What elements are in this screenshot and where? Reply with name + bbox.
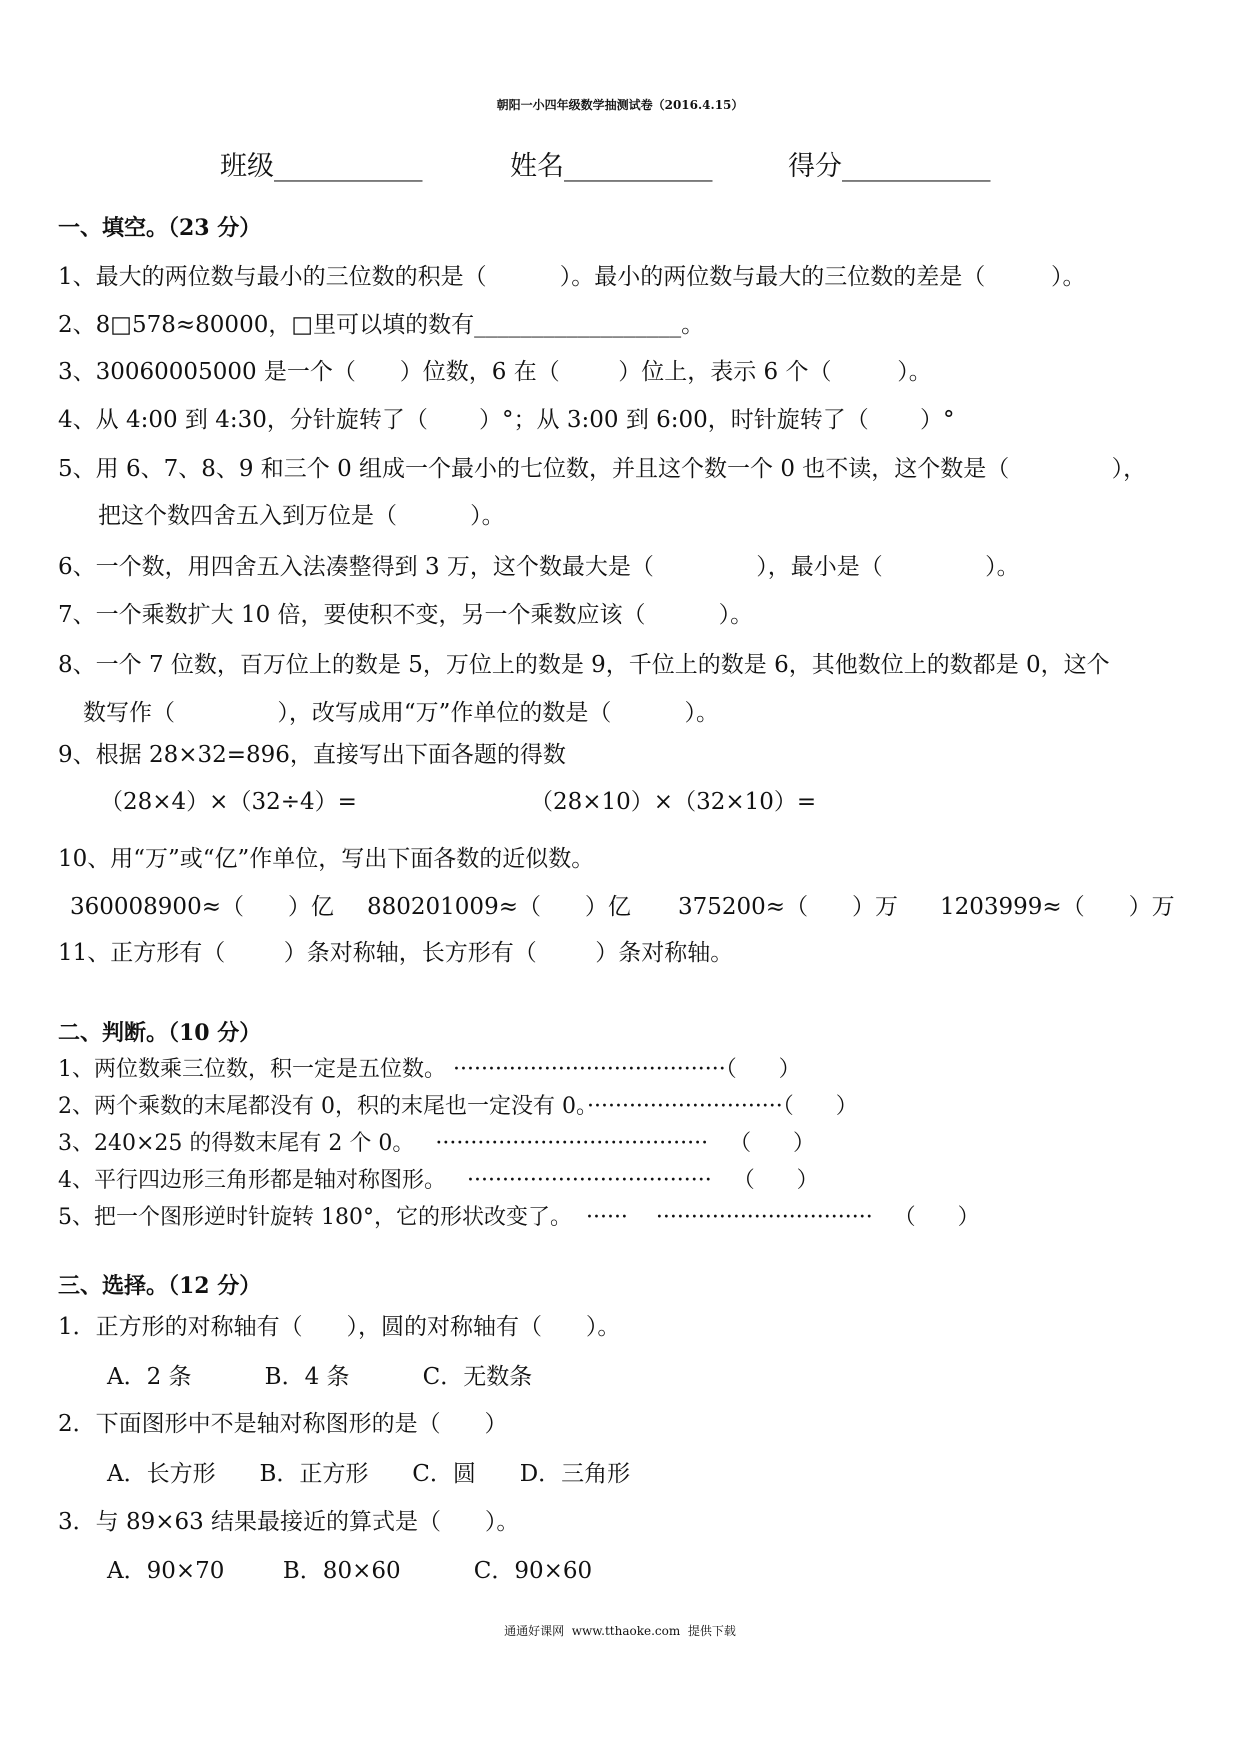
question-1-8-line2: 数写作（ ），改写成用“万”作单位的数是（ ）。 — [83, 700, 719, 726]
question-1-10-item3: 375200≈（ ）万 — [678, 894, 898, 920]
question-1-10-item2: 880201009≈（ ）亿 — [367, 894, 631, 920]
judgment-item-4: 4、平行四边形三角形都是轴对称图形。 ··································· （ ） — [58, 1168, 819, 1193]
question-1-4: 4、从 4:00 到 4:30，分针旋转了（ ）°；从 3:00 到 6:00，时针旋转了（ ）° — [58, 407, 955, 433]
question-1-10: 10、用“万”或“亿”作单位，写出下面各数的近似数。 — [58, 846, 595, 872]
question-1-5-line2: 把这个数四舍五入到万位是（ ）。 — [98, 503, 505, 529]
choice-question-2-options: A．长方形 B．正方形 C．圆 D．三角形 — [107, 1461, 631, 1487]
judgment-item-1: 1、两位数乘三位数，积一定是五位数。 ·······································（ ） — [58, 1057, 801, 1082]
class-field: 班级___________ — [220, 151, 423, 182]
question-1-1: 1、最大的两位数与最小的三位数的积是（ ）。最小的两位数与最大的三位数的差是（ ）。 — [58, 264, 1086, 290]
name-field: 姓名___________ — [510, 151, 713, 182]
question-1-9-a: （28×4）×（32÷4）= — [100, 789, 357, 815]
question-1-3: 3、30060005000 是一个（ ）位数，6 在（ ）位上，表示 6 个（ ）。 — [58, 359, 932, 385]
section-2-heading: 二、判断。（10 分） — [58, 1020, 262, 1046]
choice-question-1-options: A．2 条 B．4 条 C．无数条 — [107, 1364, 533, 1390]
question-1-9: 9、根据 28×32=896，直接写出下面各题的得数 — [58, 742, 566, 768]
question-1-10-item4: 1203999≈（ ）万 — [940, 894, 1175, 920]
score-field: 得分___________ — [788, 151, 991, 182]
judgment-item-2: 2、两个乘数的末尾都没有 0，积的末尾也一定没有 0。····························（ ） — [58, 1094, 858, 1119]
page-footer: 通通好课网 www.tthaoke.com 提供下载 — [504, 1624, 736, 1638]
choice-question-2: 2．下面图形中不是轴对称图形的是（ ） — [58, 1411, 508, 1437]
judgment-item-5: 5、把一个图形逆时针旋转 180°，它的形状改变了。 ······ ······························· （ ） — [58, 1205, 980, 1230]
judgment-item-3: 3、240×25 的得数末尾有 2 个 0。 ······································· （ ） — [58, 1131, 816, 1156]
choice-question-3-options: A．90×70 B．80×60 C．90×60 — [107, 1558, 593, 1584]
section-3-heading: 三、选择。（12 分） — [58, 1273, 262, 1299]
question-1-5-line1: 5、用 6、7、8、9 和三个 0 组成一个最小的七位数，并且这个数一个 0 也不读，这个数是（ ）， — [58, 456, 1147, 482]
question-1-11: 11、正方形有（ ）条对称轴，长方形有（ ）条对称轴。 — [58, 940, 734, 966]
choice-question-3: 3．与 89×63 结果最接近的算式是（ ）。 — [58, 1509, 520, 1535]
question-1-8-line1: 8、一个 7 位数，百万位上的数是 5，万位上的数是 9，千位上的数是 6，其他数位上的数都是 0，这个 — [58, 652, 1110, 678]
question-1-2: 2、8□578≈80000，□里可以填的数有__________________。 — [58, 312, 705, 338]
question-1-9-b: （28×10）×（32×10）= — [530, 789, 817, 815]
choice-question-1: 1．正方形的对称轴有（ ），圆的对称轴有（ ）。 — [58, 1314, 621, 1340]
question-1-10-item1: 360008900≈（ ）亿 — [70, 894, 334, 920]
section-1-heading: 一、填空。（23 分） — [58, 215, 262, 241]
question-1-7: 7、一个乘数扩大 10 倍，要使积不变，另一个乘数应该（ ）。 — [58, 602, 754, 628]
page-title: 朝阳一小四年级数学抽测试卷（2016.4.15） — [496, 98, 744, 112]
question-1-6: 6、一个数，用四舍五入法凑整得到 3 万，这个数最大是（ ），最小是（ ）。 — [58, 554, 1020, 580]
